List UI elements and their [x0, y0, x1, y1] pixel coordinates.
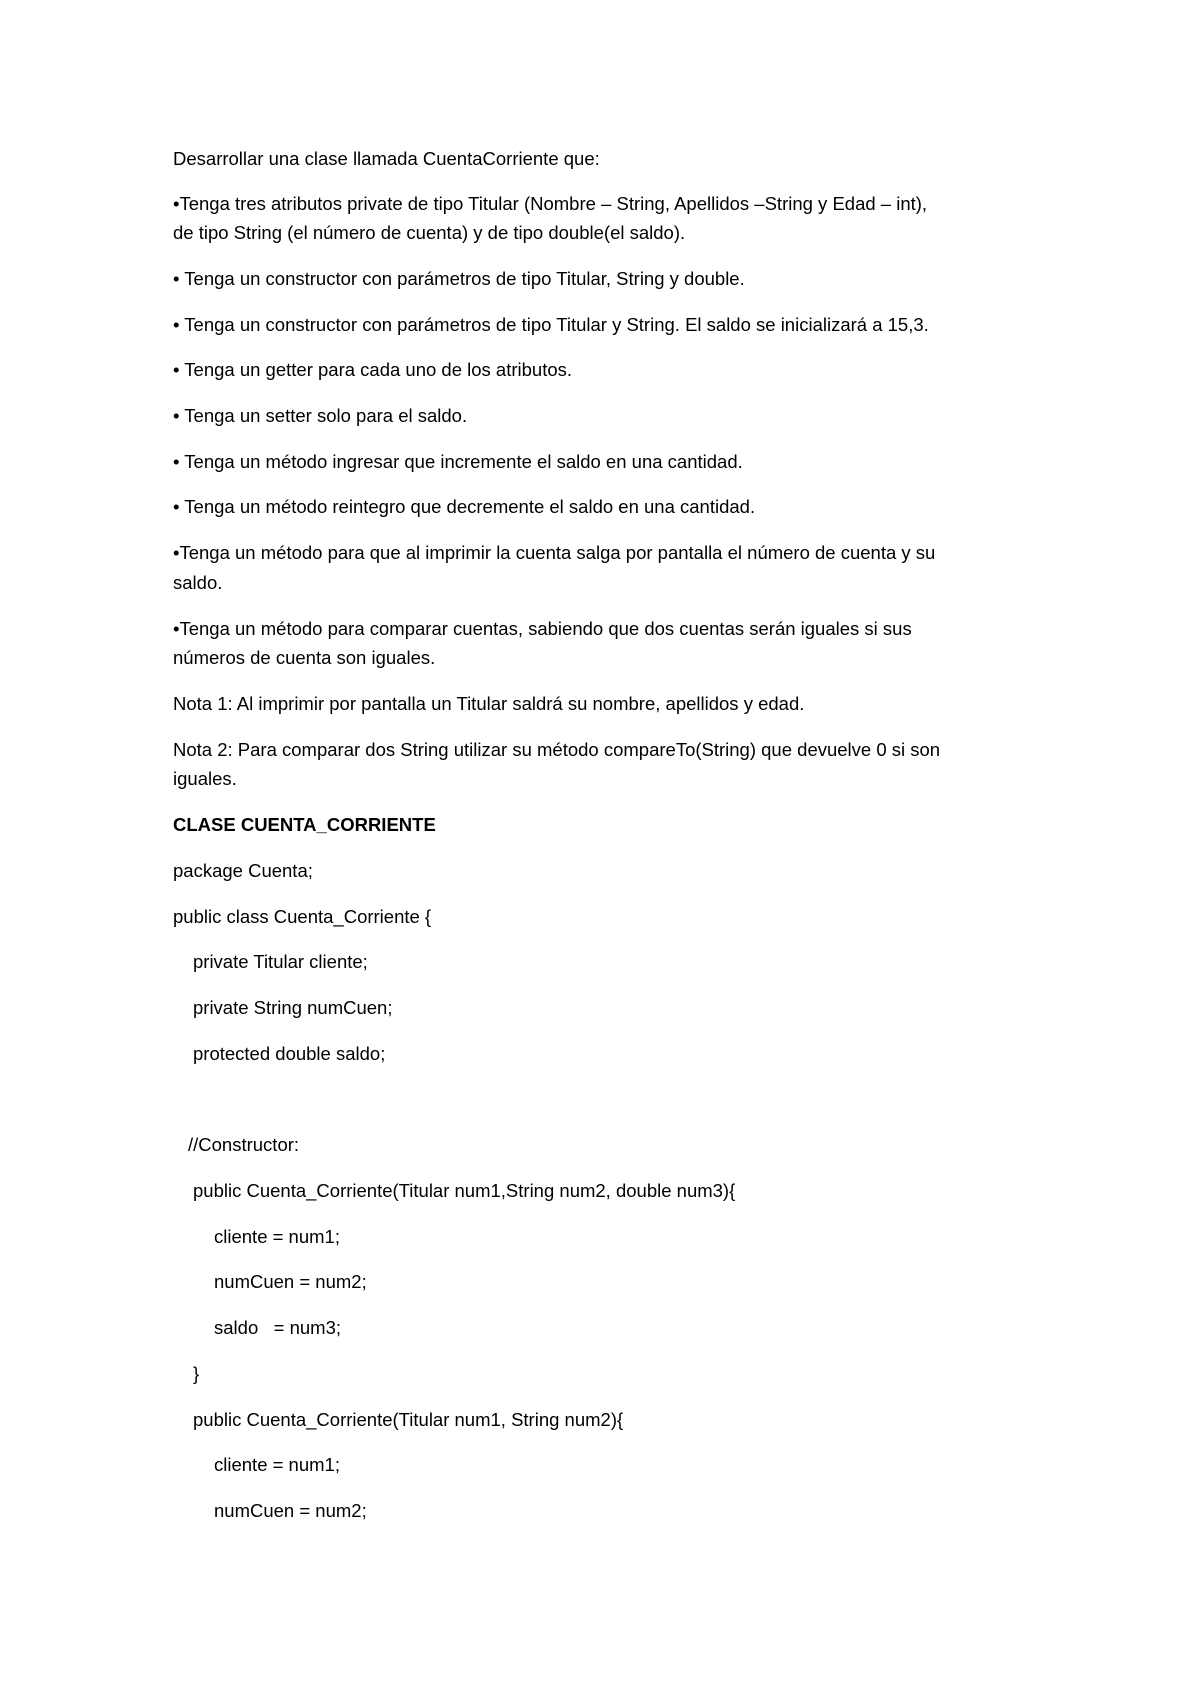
code-line: numCuen = num2; — [214, 1500, 367, 1521]
requirement-line: • Tenga un getter para cada uno de los atributos. — [173, 359, 573, 380]
code-line: private String numCuen; — [193, 997, 393, 1018]
requirement-line: • Tenga un método reintegro que decremente el saldo en una cantidad. — [173, 496, 756, 517]
code-line: saldo = num3; — [214, 1317, 342, 1338]
code-line: } — [193, 1363, 200, 1384]
code-line: private Titular cliente; — [193, 951, 368, 972]
requirement-line: • Tenga un constructor con parámetros de tipo Titular, String y double. — [173, 268, 745, 289]
code-line: protected double saldo; — [193, 1043, 386, 1064]
code-line: public Cuenta_Corriente(Titular num1,String num2, double num3){ — [193, 1180, 736, 1201]
requirement-line: •Tenga un método para comparar cuentas, sabiendo que dos cuentas serán iguales si sus — [173, 618, 912, 639]
requirement-line: • Tenga un constructor con parámetros de tipo Titular y String. El saldo se inicializará a 15,3. — [173, 314, 929, 335]
code-line: public Cuenta_Corriente(Titular num1, String num2){ — [193, 1409, 624, 1430]
requirement-line: •Tenga un método para que al imprimir la cuenta salga por pantalla el número de cuenta y su — [173, 542, 936, 563]
requirement-line: • Tenga un setter solo para el saldo. — [173, 405, 468, 426]
requirement-line: • Tenga un método ingresar que incremente el saldo en una cantidad. — [173, 451, 743, 472]
code-line: numCuen = num2; — [214, 1271, 367, 1292]
note-line: Nota 1: Al imprimir por pantalla un Titular saldrá su nombre, apellidos y edad. — [173, 693, 805, 714]
requirement-line: •Tenga tres atributos private de tipo Titular (Nombre – String, Apellidos –String y Edad – int), — [173, 193, 928, 214]
code-comment: //Constructor: — [188, 1134, 300, 1155]
section-title: CLASE CUENTA_CORRIENTE — [173, 814, 436, 835]
requirement-line: de tipo String (el número de cuenta) y de tipo double(el saldo). — [173, 222, 686, 243]
requirement-line: saldo. — [173, 572, 223, 593]
code-line: package Cuenta; — [173, 860, 313, 881]
note-line: Nota 2: Para comparar dos String utilizar su método compareTo(String) que devuelve 0 si son — [173, 739, 941, 760]
code-line: public class Cuenta_Corriente { — [173, 906, 432, 927]
code-line: cliente = num1; — [214, 1454, 340, 1475]
intro-text: Desarrollar una clase llamada CuentaCorriente que: — [173, 148, 600, 169]
requirement-line: números de cuenta son iguales. — [173, 647, 436, 668]
code-line: cliente = num1; — [214, 1226, 340, 1247]
note-line: iguales. — [173, 768, 237, 789]
